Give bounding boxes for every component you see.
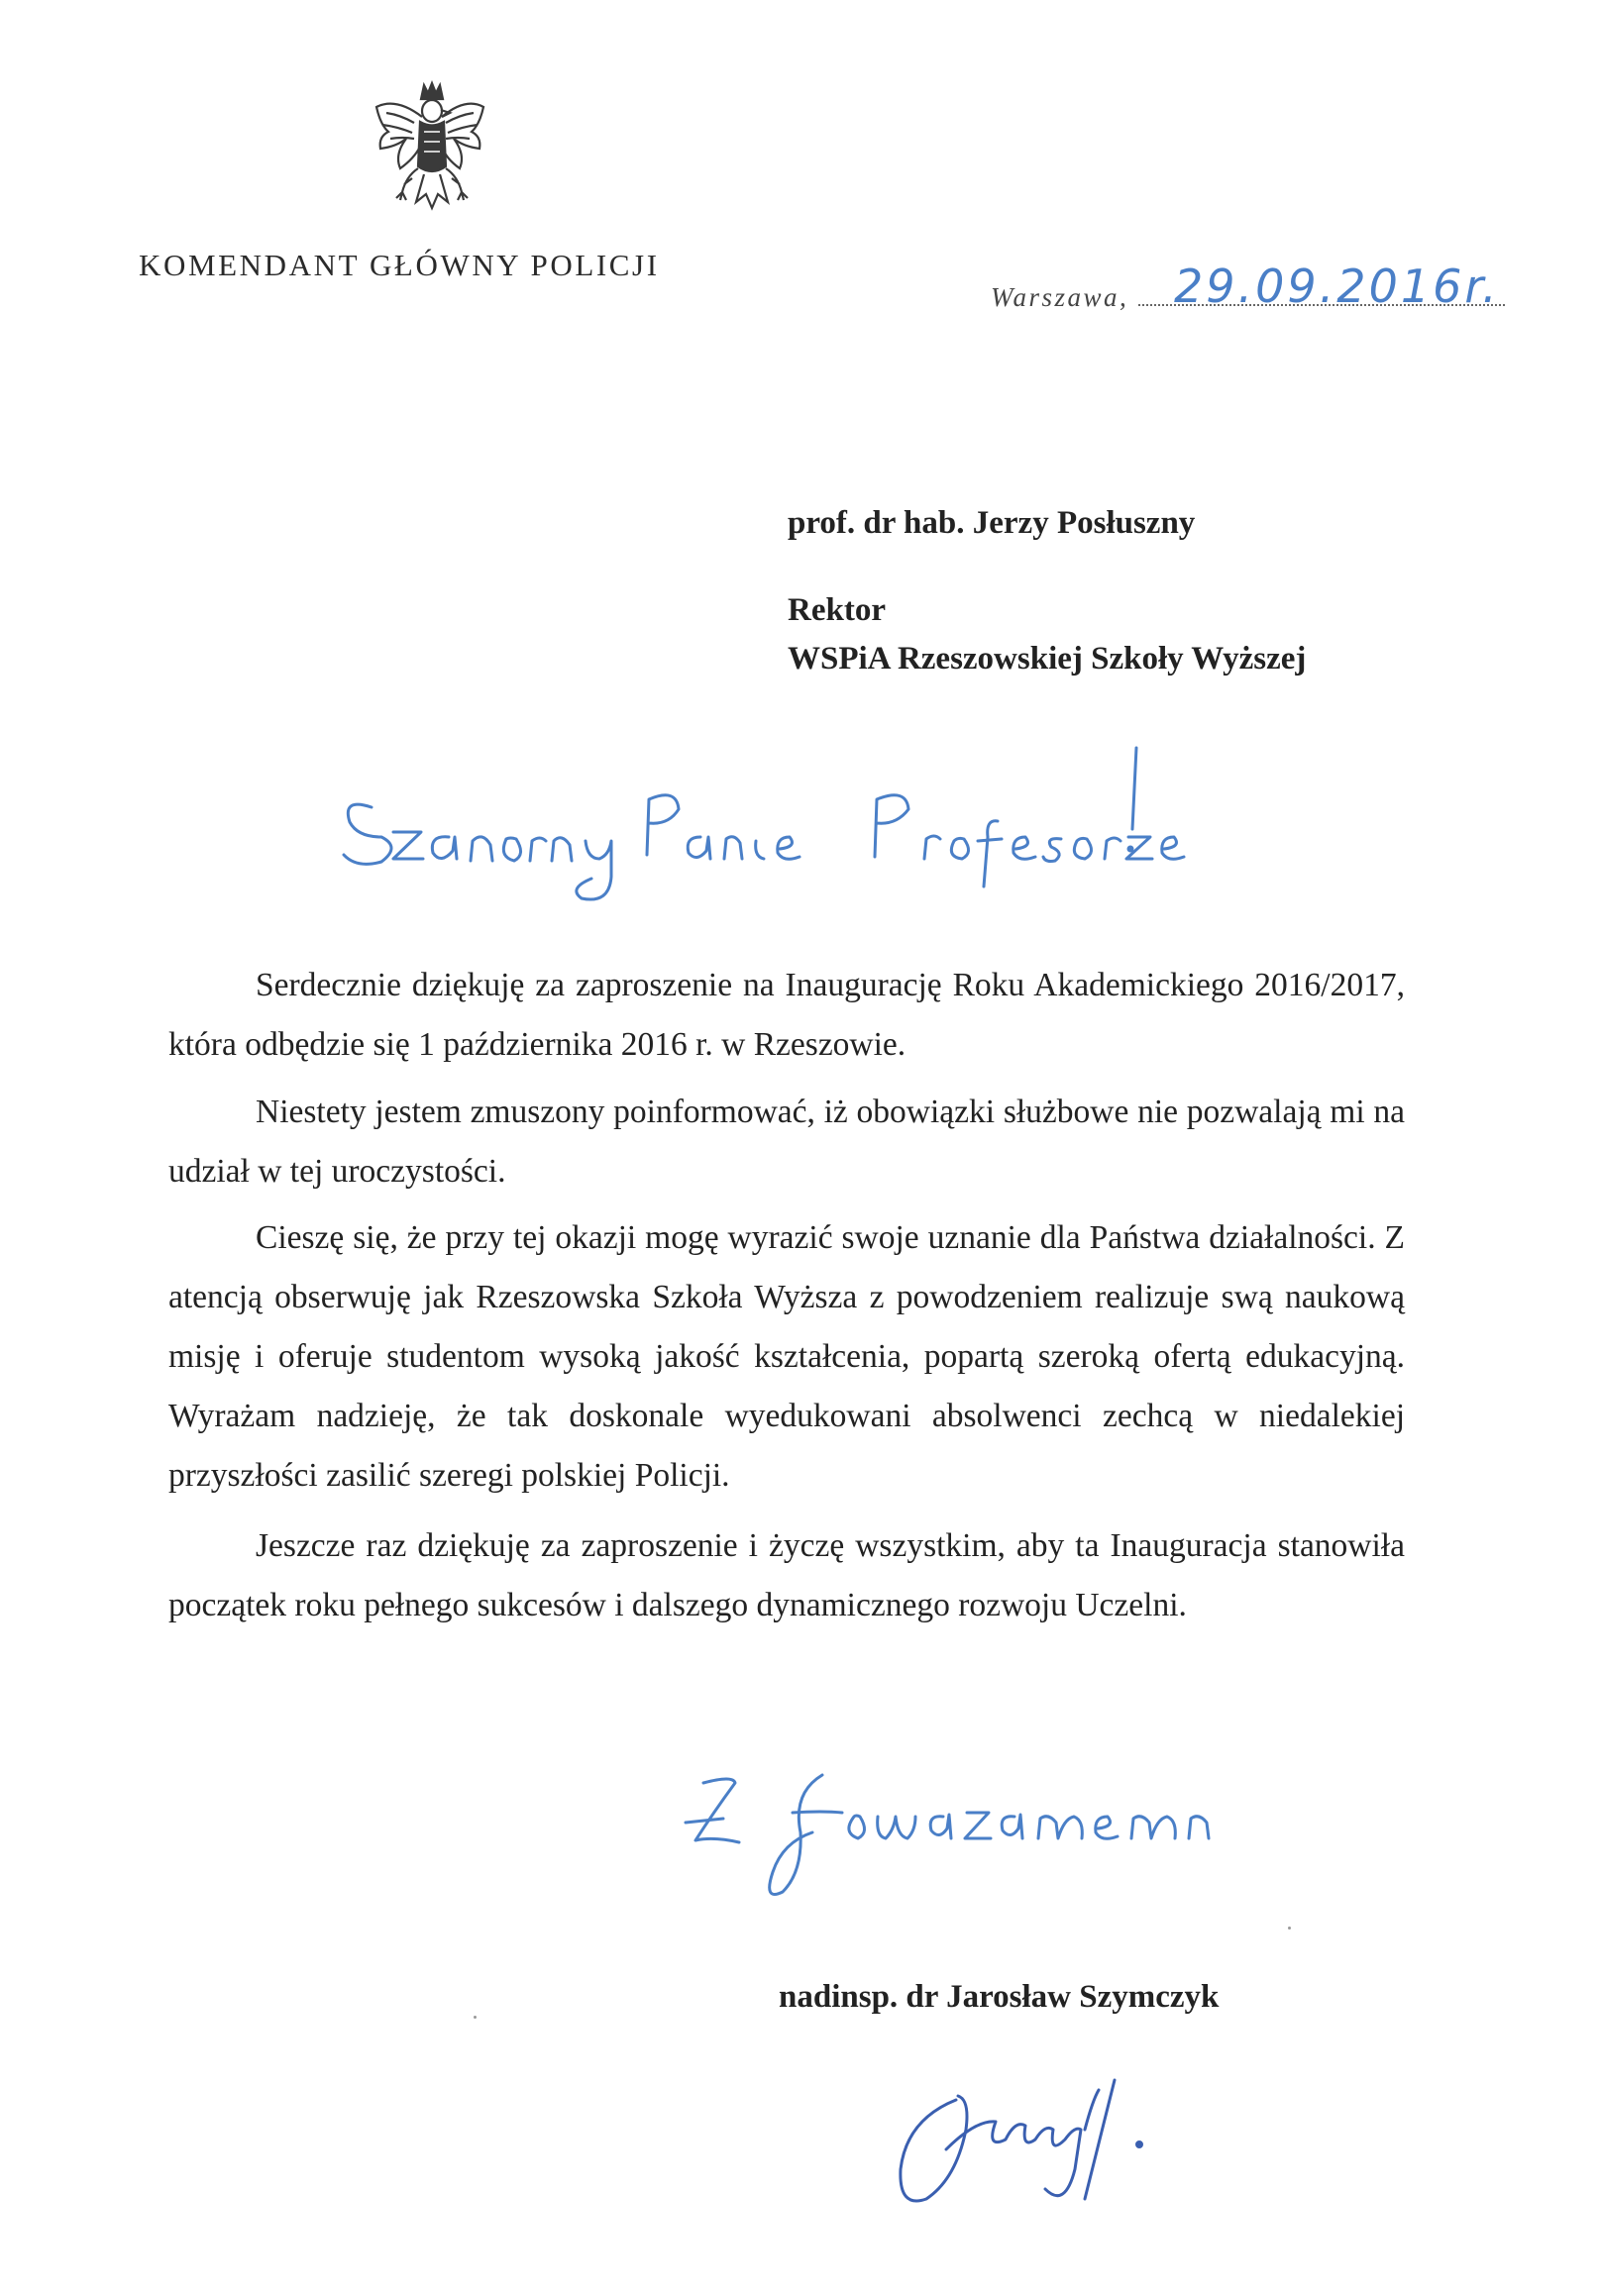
body-paragraph-1: Serdecznie dziękuję za zaproszenie na Inaugurację Roku Akademickiego 2016/2017, która odbędzie się 1 października 2016 r. w Rzeszowie. <box>168 967 1405 1063</box>
signer-name: nadinsp. dr Jarosław Szymczyk <box>779 1979 1220 2015</box>
body-paragraph-2: Niestety jestem zmuszony poinformować, iż obowiązki służbowe nie pozwalają mi na udział w tej uroczystości. <box>168 1094 1405 1190</box>
scan-speck <box>1288 1927 1291 1930</box>
institution-name: KOMENDANT GŁÓWNY POLICJI <box>139 248 660 282</box>
handwritten-signature <box>887 2060 1184 2239</box>
body-paragraph-4: Jeszcze raz dziękuję za zaproszenie i życzę wszystkim, aby ta Inauguracja stanowiła początek roku pełnego sukcesów i dalszego dynamicznego rozwoju Uczelni. <box>168 1527 1405 1623</box>
body-paragraph-3: Cieszę się, że przy tej okazji mogę wyrazić swoje uznanie dla Państwa działalności. Z atencją obserwuję jak Rzeszowska Szkoła Wyższa z powodzeniem realizuje swą naukową misję i oferuje studentom wysoką jakość kształcenia, popartą szeroką ofertą edukacyjną. Wyrażam nadzieję, że tak doskonale wyedukowani absolwenci zechcą w niedalekiej przyszłości zasilić szeregi polskiej Policji. <box>168 1219 1405 1494</box>
handwritten-date: 29.09.2016r. <box>1174 260 1500 313</box>
recipient-position: Rektor <box>788 592 886 628</box>
recipient-organization: WSPiA Rzeszowskiej Szkoły Wyższej <box>788 641 1307 677</box>
scan-speck <box>474 2016 477 2019</box>
recipient-name: prof. dr hab. Jerzy Posłuszny <box>788 505 1196 541</box>
handwritten-closing <box>674 1753 1248 1922</box>
place-label: Warszawa, <box>991 282 1129 312</box>
polish-eagle-icon <box>367 77 490 211</box>
handwritten-greeting <box>332 738 1194 906</box>
